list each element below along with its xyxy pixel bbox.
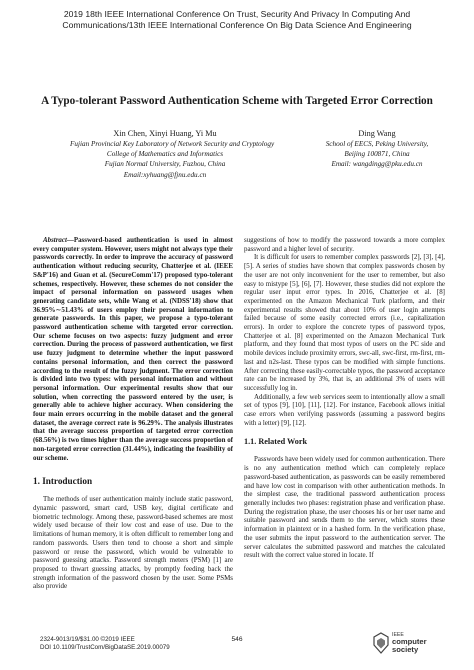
conference-header (0, 9, 474, 31)
section-heading-introduction: 1. Introduction (33, 476, 93, 487)
abstract-lead: Abstract (43, 236, 67, 244)
ieee-computer-society-logo (372, 632, 436, 654)
intro-paragraph: The methods of user authentication mainly include static password, dynamic password, smart card, USB key, digital certificate and biometric technology. Among these, password-based schemes are most widely used because of their low cost and ease of use. Due to the limitations of human memory, it is often difficult to remember long and random passwords. Users then tend to choose a short and simple password or reuse the password, which would be vulnerable to password guessing attacks. Password strength meters (PSM) [1] are proposed to thwart guessing attacks, by promptly feeding back the strength information of the password chosen by the user. Some PSMs also provide (33, 495, 233, 591)
body-paragraph: Additionally, a few web services seem to intentionally allow a small set of typos [9], [10], [11], [12]. For instance, Facebook allows initial case errors when verifying passwords (assuming a password begins with a letter) [9], [12]. (244, 392, 445, 427)
affiliation-line: Beijing 100871, China (344, 150, 410, 159)
body-paragraph: It is difficult for users to remember complex passwords [2], [3], [4], [5]. A series of studies have shown that complex passwords chosen by the user are not only inconvenient for the user to remember, but also easy to mistype [5], [6], [7]. However, these studies did not explore the regular user input error types. In 2016, Chatterjee et al. [8] experimented on the Amazon Mechanical Turk platform, and their experimental results showed that about 10% of user login attempts failed because of some easily corrected errors (i.e., capitalization errors). In order to explore the concrete types of password typos, Chatterjee et al. [8] experimented on the Amazon Mechanical Turk platform, and they found that most typos of users on the PC side and mobile devices include proximity errors, swc-all, swc-first, rm-first, rm-last and n2s-last. These typos can be modified with simple functions. After correcting these easily-correctable typos, the password acceptance rate can be increased by 3%, that is, an additional 3% of users will successfully log in. (244, 253, 445, 392)
right-column (244, 236, 445, 560)
abstract-text: —Password-based authentication is used in almost every computer system. However, users might not always type their passwords correctly. In order to improve the accuracy of password authentication without reducing security, Chatterjee et al. (IEEE S&P'16) and Guan et al. (SecureComm'17) proposed typo-tolerant schemes, respectively. However, these schemes do not consider the impact of personal information on password usages when generating candidate sets, while Wang et al. (NDSS'18) show that 36.95%∼51.43% of users employ their personal information to generate passwords. In this paper, we propose a typo-tolerant password authentication scheme with targeted error correction. Our scheme focuses on two aspects: fuzzy judgment and error correction. During the process of password authentication, we first use fuzzy judgment to determine whether the input password contains personal information, and then correct the password according to the result of the fuzzy judgment. The error correction is divided into two types: with personal information and without personal information. Our experimental results show that our solution, when correcting the password entered by the user, is generally able to achieve higher accuracy. When considering the four main errors occurring in the mobile dataset and the general dataset, the average correct rate is 96.29%. The analysis illustrates that the average success proportion of targeted error correction (68.56%) is two times higher than the average success proportion of non-targeted error correction (31.44%), indicating the feasibility of our scheme. (33, 236, 233, 462)
paper-title: A Typo-tolerant Password Authentication Scheme with Targeted Error Correction (41, 95, 433, 107)
footer-doi: DOI 10.1109/TrustCom/BigDataSE.2019.00079 (40, 643, 170, 651)
author-email-left: Email:xyhuang@fjnu.edu.cn (123, 170, 207, 179)
logo-text-bottom: society (392, 644, 419, 654)
affiliation-line: Fujian Normal University, Fuzhou, China (104, 160, 226, 169)
affiliation-line: School of EECS, Peking University, (325, 140, 429, 148)
author-block-left (70, 128, 275, 180)
affiliation-line: Fujian Provincial Key Laboratory of Network Security and Cryptology (70, 140, 275, 148)
abstract (33, 236, 233, 462)
author-names-right: Ding Wang (358, 129, 396, 138)
left-column (33, 236, 233, 591)
computer-society-logo-icon (372, 632, 390, 654)
author-block-right (312, 128, 442, 170)
subsection-heading-related-work: 1.1. Related Work (244, 437, 308, 447)
footer-issn: 2324-9013/19/$31.00 ©2019 IEEE (40, 636, 135, 643)
conference-line-2: Communications/13th IEEE International Conference On Big Data Science And Engineering (62, 20, 412, 30)
logo-text-main: computer (392, 637, 427, 646)
author-names-left: Xin Chen, Xinyi Huang, Yi Mu (113, 129, 217, 138)
page-number: 546 (231, 636, 243, 643)
logo-wordmark (392, 632, 427, 653)
body-paragraph: Passwords have been widely used for common authentication. There is no any authentication method which can completely replace password-based authentication, as passwords can be easily remembered and have low cost in comparison with other authentication methods. In the simplest case, the traditional password authentication process generally includes two phases: registration phase and verification phase. During the registration phase, the user chooses his or her user name and suitable password and sends them to the server, which stores these information in plaintext or in a hashed form. In the verification phase, the user submits the input password to the authentication server. The server calculates the submitted password and matches the calculated result with the correct value stored in locate. If (244, 455, 445, 560)
affiliation-line: College of Mathematics and Informatics (106, 150, 224, 159)
author-email-right: Email: wangdingg@pku.edu.cn (331, 160, 423, 169)
body-paragraph: suggestions of how to modify the password towards a more complex password and a higher level of security. (244, 236, 445, 253)
conference-line-1: 2019 18th IEEE International Conference On Trust, Security And Privacy In Computing And (63, 9, 411, 19)
logo-text-top: IEEE (392, 632, 404, 638)
